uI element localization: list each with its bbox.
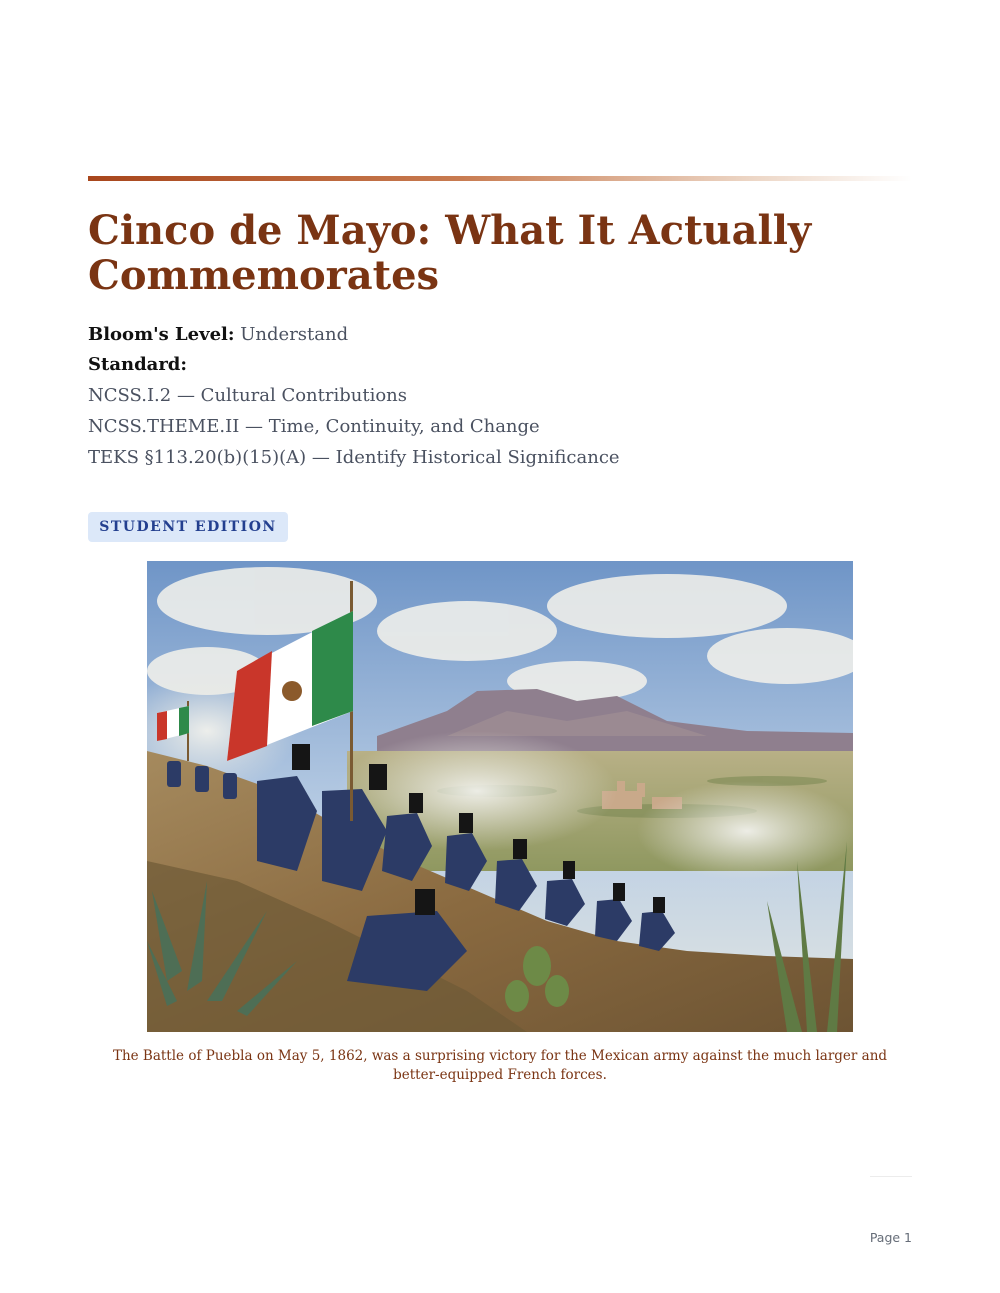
standard-item: TEKS §113.20(b)(15)(A) — Identify Historical Significance (88, 447, 620, 468)
page-title: Cinco de Mayo: What It Actually Commemorates (88, 207, 812, 299)
student-edition-badge: STUDENT EDITION (88, 512, 288, 542)
title-accent-bar (88, 176, 912, 181)
blooms-level-label: Bloom's Level: (88, 324, 235, 345)
standard-label-row (88, 350, 908, 380)
figure-caption: The Battle of Puebla on May 5, 1862, was a surprising victory for the Mexican army against the much larger and better-equipped French forces. (112, 1048, 888, 1083)
page-number: Page 1 (869, 1230, 912, 1245)
standard-label: Standard: (88, 354, 188, 375)
blooms-level-row (88, 320, 908, 350)
blooms-level-value: Understand (240, 324, 349, 345)
footer-divider (870, 1176, 912, 1177)
lesson-metadata (88, 320, 908, 473)
battle-of-puebla-illustration (147, 561, 853, 1032)
standard-item: NCSS.THEME.II — Time, Continuity, and Change (88, 416, 540, 437)
standard-item: NCSS.I.2 — Cultural Contributions (88, 385, 408, 406)
